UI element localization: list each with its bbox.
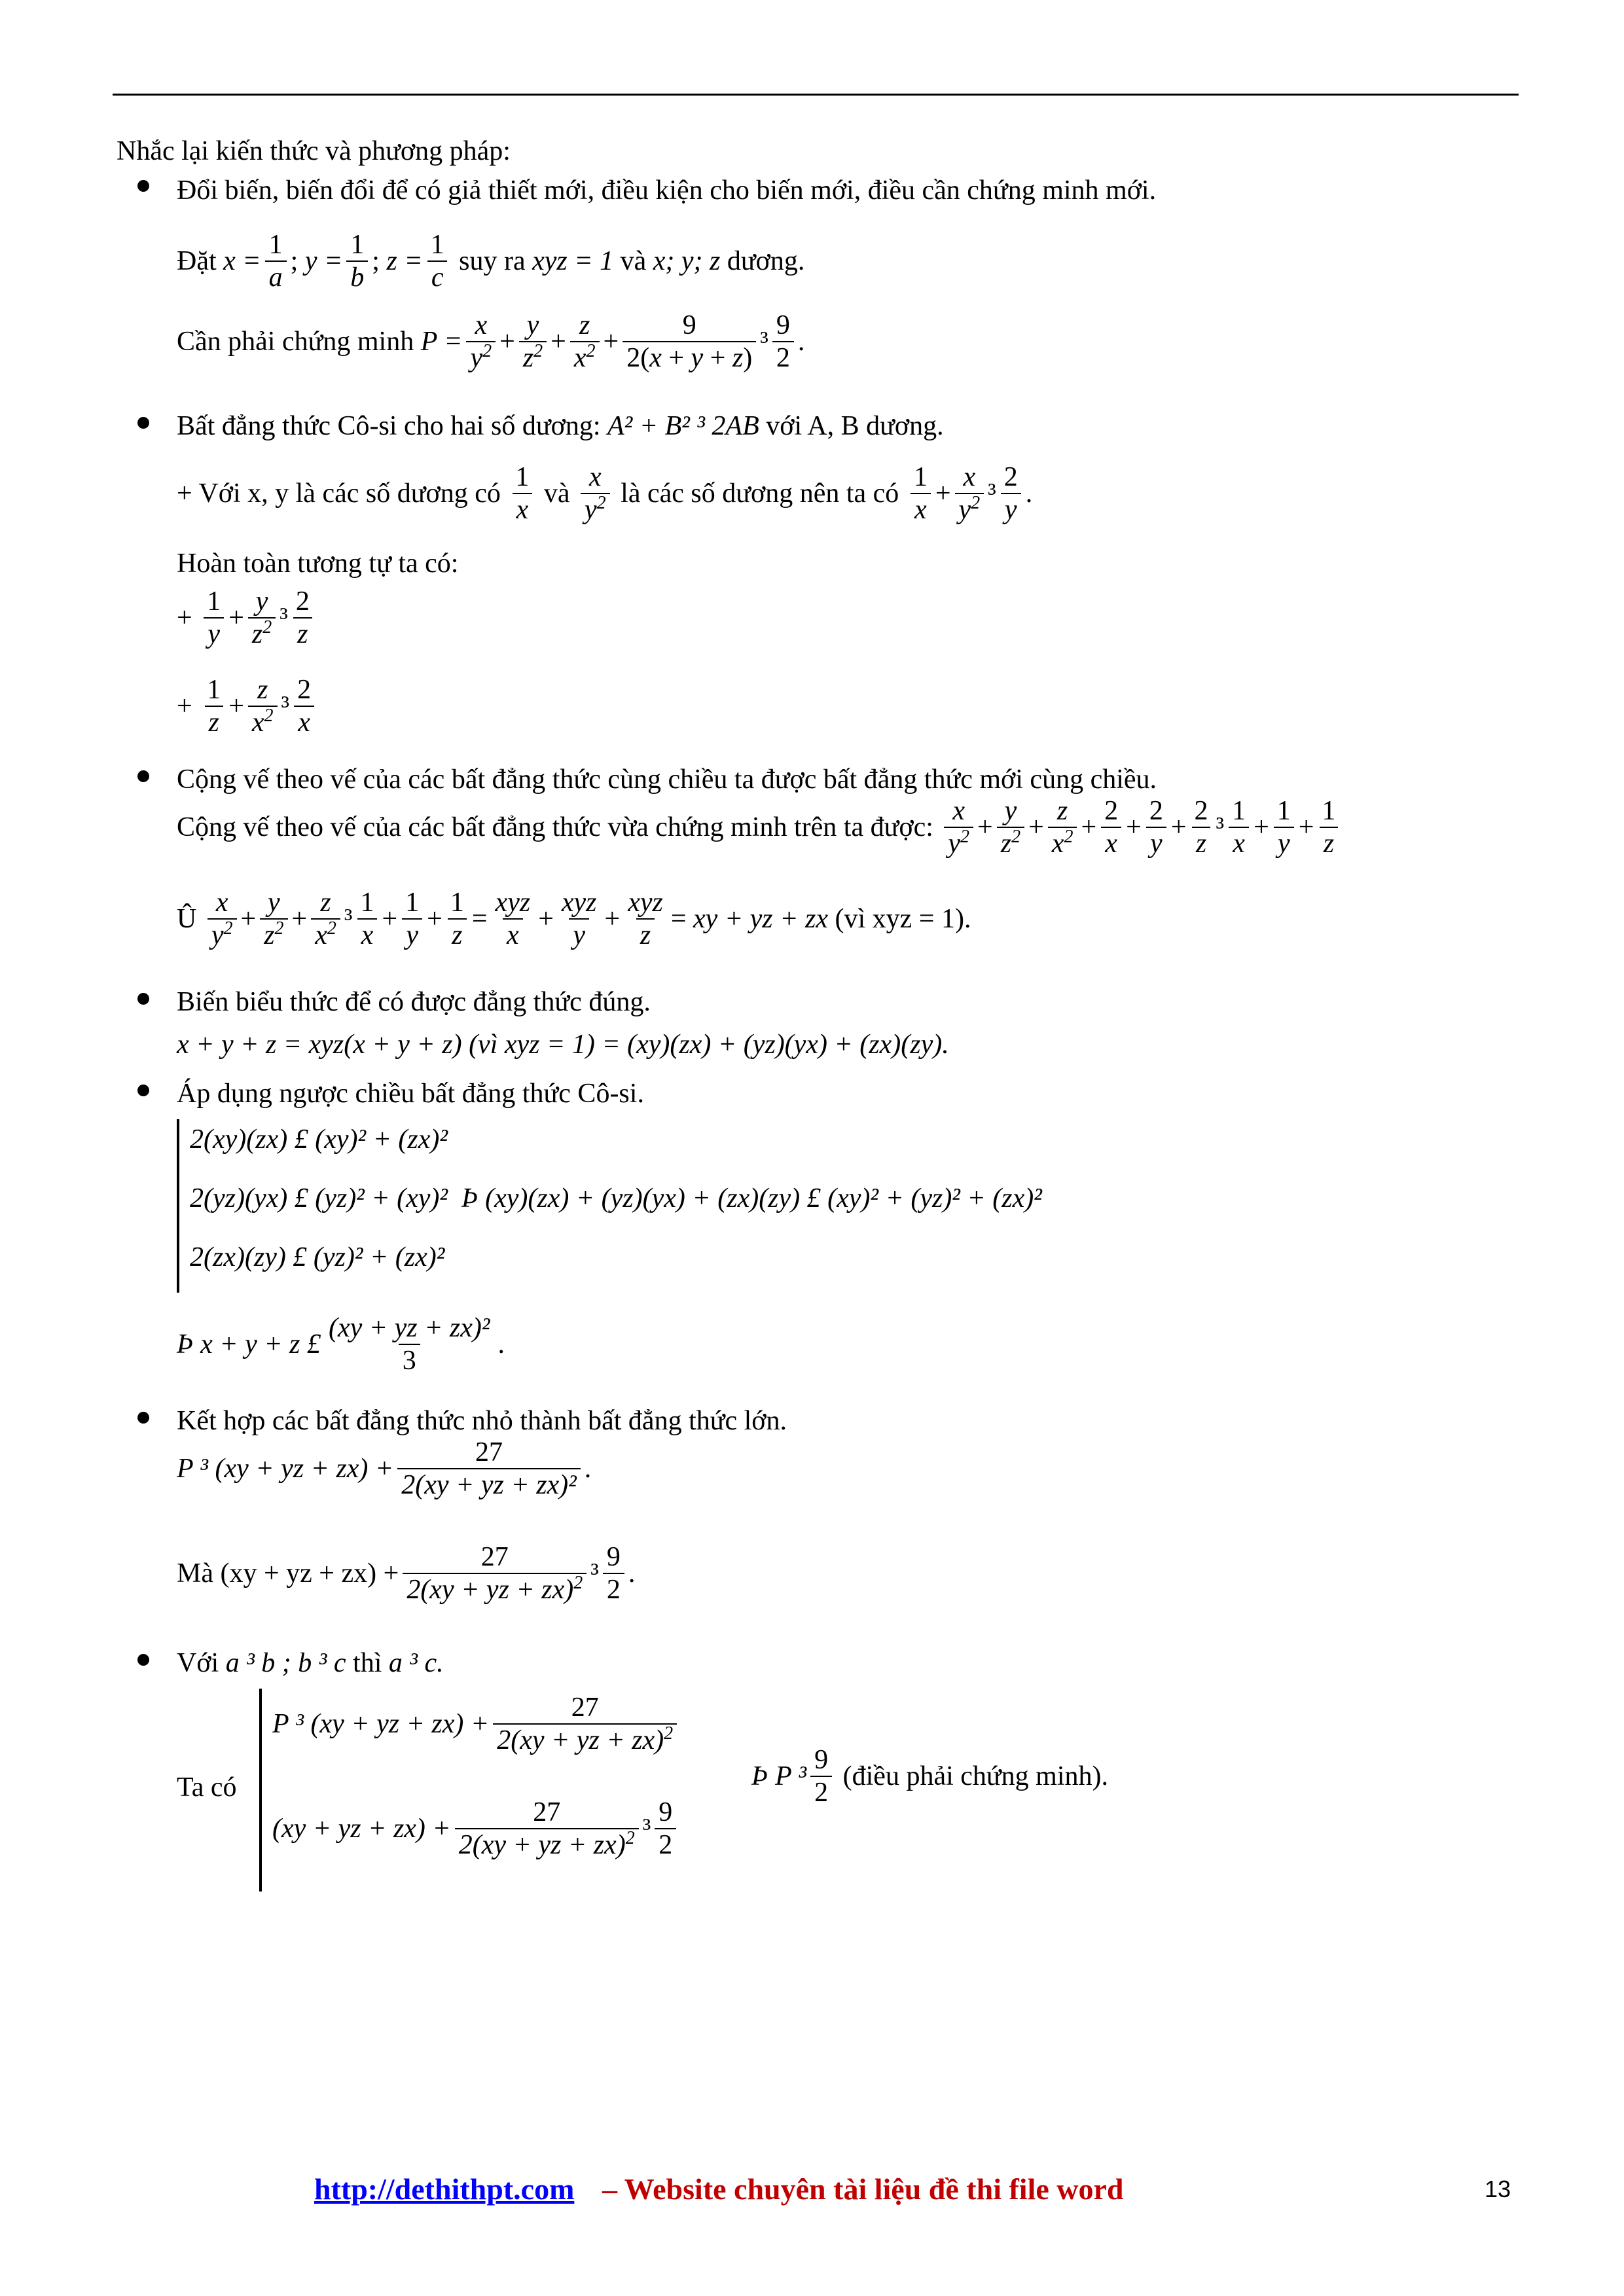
- sum-line-text: Cộng vế theo vế của các bất đẳng thức vừa chứng minh trên ta được:: [177, 812, 933, 843]
- bullet-4-text: Biến biểu thức để có được đẳng thức đúng.: [177, 987, 651, 1017]
- result-lhs: Þ x + y + z £: [177, 1329, 321, 1360]
- p-bound-lhs: P ³ (xy + yz + zx) +: [177, 1454, 394, 1484]
- substitution-line: Đặt x = $\frac{1}{a}$ ; y = $\frac{1}{b}$ ; z = $\frac{1}{c}$ suy ra xyz = 1 và x; y; z dương.: [177, 230, 805, 293]
- am-gm-implication: Þ (xy)(zx) + (yz)(yx) + (zx)(zy) £ (xy)² + (yz)² + (zx)²: [461, 1183, 1042, 1213]
- transitivity-condition: a ³ b ; b ³ c: [225, 1648, 346, 1678]
- bullet-6: [137, 1412, 149, 1424]
- bullet-5-text: Áp dụng ngược chiều bất đẳng thức Cô-si.: [177, 1079, 644, 1109]
- bullet-7: [137, 1654, 149, 1666]
- fraction-denominator: 2(xy + yz + zx)²: [397, 1468, 581, 1501]
- then-word: thì: [353, 1648, 382, 1678]
- application-mid: là các số dương nên ta có: [621, 478, 899, 509]
- result-numerator: (xy + yz + zx)²: [328, 1313, 490, 1343]
- bullet-6-text: Kết hợp các bất đẳng thức nhỏ thành bất đẳng thức lớn.: [177, 1406, 787, 1436]
- need-prove-label: Cần phải chứng minh: [177, 327, 414, 357]
- ma-lhs: Mà (xy + yz + zx) +: [177, 1558, 399, 1589]
- bullet-4: [137, 993, 149, 1005]
- bullet-2-text: Bất đẳng thức Cô-si cho hai số dương:: [177, 411, 601, 441]
- positive-word: dương.: [727, 246, 805, 277]
- system-brace: [177, 1119, 179, 1293]
- final-result-lhs: Þ P ³: [751, 1761, 807, 1792]
- p-bound-line: P ³ (xy + yz + zx) + $\frac{27}{\text{2(xy + yz + zx)²}}$ .: [177, 1437, 592, 1501]
- website-tagline: – Website chuyên tài liệu đề thi file word: [602, 2172, 1124, 2206]
- result-denominator: 3: [399, 1344, 420, 1376]
- and-word: và: [543, 478, 570, 509]
- dat-word: Đặt: [177, 246, 217, 277]
- transitivity-line: [177, 1646, 444, 1681]
- similar-line: Hoàn toàn tương tự ta có:: [177, 548, 459, 579]
- taco-label: Ta có: [177, 1772, 237, 1803]
- similar-ineq-2: + $\frac{1}{z}$ + $\frac{z}{x^2}$ ³ $\frac{2}{x}$: [177, 674, 319, 739]
- page-number: 13: [1485, 2176, 1511, 2202]
- cosi-application-line: + Với x, y là các số dương có $\frac{1}{x}$ và $\frac{x}{y^2}$ là các số dương nên ta có $\frac{1}{x}$ + $\frac{x}{y^2}$ ³ $\frac{2}{y}$ .: [177, 462, 1033, 526]
- ma-line: Mà (xy + yz + zx) + $\frac{27}{2(xy + yz + zx)^2}$ ³ $\frac{9}{2}$ .: [177, 1542, 636, 1605]
- transitivity-conclusion: a ³ c.: [388, 1648, 444, 1678]
- final-system-brace: [259, 1689, 262, 1892]
- bullet-3-text: Cộng vế theo vế của các bất đẳng thức cùng chiều ta được bất đẳng thức mới cùng chiều.: [177, 764, 1157, 795]
- cosi-condition: với A, B dương.: [766, 411, 944, 441]
- sum-result-line: Û $\frac{x}{y^2}$ + $\frac{y}{z^2}$ + $\frac{z}{x^2}$ ³ $\frac{1}{x}$ + $\frac{1}{y}$ + $\frac{1}{z}$ = $\frac{\text{xyz}}{x}$ + $\frac{\text{xyz}}{y}$ + $\frac{\text{xyz}}{z}$ = xy + yz + zx (vì xyz = 1).: [177, 888, 971, 951]
- final-conclusion: Þ P ³ $\frac{9}{2}$ (điều phải chứng minh).: [751, 1745, 1108, 1808]
- xyz-condition: xyz = 1: [532, 246, 614, 277]
- final-line-1-lhs: P ³ (xy + yz + zx) +: [272, 1709, 490, 1740]
- bullet-1: [137, 180, 149, 192]
- bullet-5: [137, 1085, 149, 1096]
- target-inequality-line: Cần phải chứng minh P = $\frac{x}{y^2}$ + $\frac{y}{z^2}$ + $\frac{z}{x^2}$ + $\frac{9}{2(x + y + z)}$ ³ $\frac{9}{2}$ .: [177, 310, 805, 374]
- similar-ineq-1: + $\frac{1}{y}$ + $\frac{y}{z^2}$ ³ $\frac{2}{z}$: [177, 586, 317, 651]
- bullet-1-text: Đổi biến, biến đổi để có giả thiết mới, điều kiện cho biến mới, điều cần chứng minh mới.: [177, 175, 1157, 206]
- final-system-line-1: P ³ (xy + yz + zx) + $\frac{27}{2(xy + yz + zx)^2}$: [272, 1692, 681, 1757]
- fraction-numerator: 27: [475, 1437, 503, 1467]
- section-heading: Nhắc lại kiến thức và phương pháp:: [117, 136, 511, 166]
- suy-ra: suy ra: [459, 246, 526, 277]
- cosi-inequality: A² + B² ³ 2AB: [607, 411, 759, 441]
- variables: x; y; z: [653, 246, 721, 277]
- bullet-3: [137, 770, 149, 782]
- fraction: $\frac{1}{b}$: [346, 229, 368, 294]
- fraction: $\frac{1}{c}$: [427, 229, 448, 294]
- final-line-2-lhs: (xy + yz + zx) +: [272, 1814, 451, 1844]
- am-gm-line-2: [190, 1181, 1042, 1216]
- qed-note: (điều phải chứng minh).: [842, 1761, 1108, 1792]
- am-gm-line-1: 2(xy)(zx) £ (xy)² + (zx)²: [190, 1124, 448, 1155]
- and-word: và: [620, 246, 647, 277]
- cosi-line: [177, 409, 944, 444]
- since-note: (vì xyz = 1).: [835, 904, 971, 935]
- am-gm-result: Þ x + y + z £ $\frac{\text{(xy + yz + zx)²}}{3}$ .: [177, 1313, 505, 1376]
- am-gm-line-2-left: 2(yz)(yx) £ (yz)² + (xy)²: [190, 1183, 448, 1213]
- sum-line: Cộng vế theo vế của các bất đẳng thức vừa chứng minh trên ta được: $\frac{x}{y^2}$ + $\frac{y}{z^2}$ + $\frac{z}{x^2}$ + $\frac{2}{x}$ + $\frac{2}{y}$ + $\frac{2}{z}$ ³ $\frac{1}{x}$ + $\frac{1}{y}$ + $\frac{1}{z}$: [177, 795, 1343, 860]
- application-start: + Với x, y là các số dương có: [177, 478, 501, 509]
- bullet-2: [137, 417, 149, 429]
- identity-equation: x + y + z = xyz(x + y + z) (vì xyz = 1) = (xy)(zx) + (yz)(yx) + (zx)(zy).: [177, 1030, 949, 1060]
- p-equals: P =: [420, 327, 463, 357]
- am-gm-line-3: 2(zx)(zy) £ (yz)² + (zx)²: [190, 1242, 445, 1272]
- website-link[interactable]: http://dethithpt.com: [314, 2172, 575, 2206]
- final-system-line-2: (xy + yz + zx) + $\frac{27}{2(xy + yz + zx)^2}$ ³ $\frac{9}{2}$: [272, 1797, 680, 1861]
- fraction: $\frac{1}{a}$: [265, 229, 287, 294]
- with-word: Với: [177, 1648, 219, 1678]
- header-rule: [113, 94, 1519, 96]
